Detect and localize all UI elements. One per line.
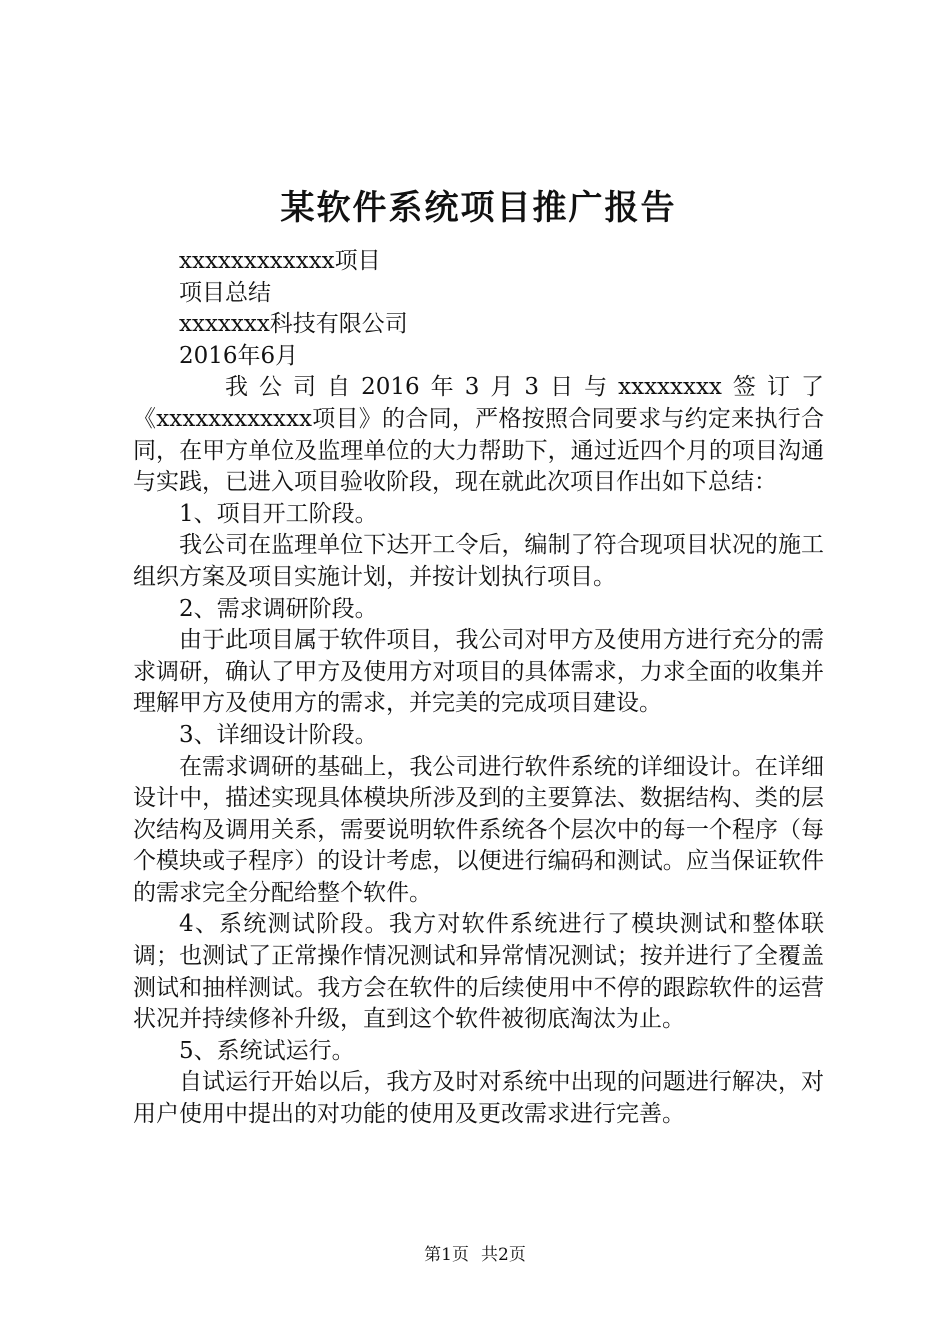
section-heading-3: 3、详细设计阶段。: [179, 721, 378, 748]
page-number: 第1页: [424, 1245, 469, 1265]
paragraph-section-2: 由于此项目属于软件项目，我公司对甲方及使用方进行充分的需求调研，确认了甲方及使用方对项目的具体需求，力求全面的收集并理解甲方及使用方的需求，并完美的完成项目建设。: [133, 627, 824, 717]
page-total: 共2页: [481, 1245, 526, 1265]
section-heading-2: 2、需求调研阶段。: [179, 595, 378, 622]
header-line-project: xxxxxxxxxxxx项目: [179, 248, 381, 274]
paragraph-section-5: 自试运行开始以后，我方及时对系统中出现的问题进行解决，对用户使用中提出的对功能的使用及更改需求进行完善。: [133, 1069, 824, 1128]
page-title: 某软件系统项目推广报告: [280, 188, 677, 228]
section-heading-1: 1、项目开工阶段。: [179, 500, 378, 527]
paragraph-section-4: 4、系统测试阶段。我方对软件系统进行了模块测试和整体联调；也测试了正常操作情况测试和异常情况测试；按并进行了全覆盖测试和抽样测试。我方会在软件的后续使用中不停的跟踪软件的运营状况并持续修补升级，直到这个软件被彻底淘汰为止。: [133, 911, 824, 1033]
page-footer: [0, 1240, 950, 1265]
paragraph-section-3: 在需求调研的基础上，我公司进行软件系统的详细设计。在详细设计中，描述实现具体模块所涉及到的主要算法、数据结构、类的层次结构及调用关系，需要说明软件系统各个层次中的每一个程序（每个模块或子程序）的设计考虑，以便进行编码和测试。应当保证软件的需求完全分配给整个软件。: [133, 753, 824, 906]
header-line-company: xxxxxxx科技有限公司: [179, 311, 408, 338]
section-heading-5: 5、系统试运行。: [179, 1037, 355, 1064]
header-line-summary: 项目总结: [179, 279, 271, 306]
header-line-date: 2016年6月: [179, 342, 299, 369]
paragraph-section-1: 我公司在监理单位下达开工令后，编制了符合现项目状况的施工组织方案及项目实施计划，并按计划执行项目。: [133, 532, 824, 590]
paragraph-intro: 我公司自2016年3月3日与xxxxxxxx签订了《xxxxxxxxxxxx项目》的合同，严格按照合同要求与约定来执行合同，在甲方单位及监理单位的大力帮助下，通过近四个月的项目沟通与实践，已进入项目验收阶段，现在就此次项目作出如下总结：: [133, 374, 824, 496]
